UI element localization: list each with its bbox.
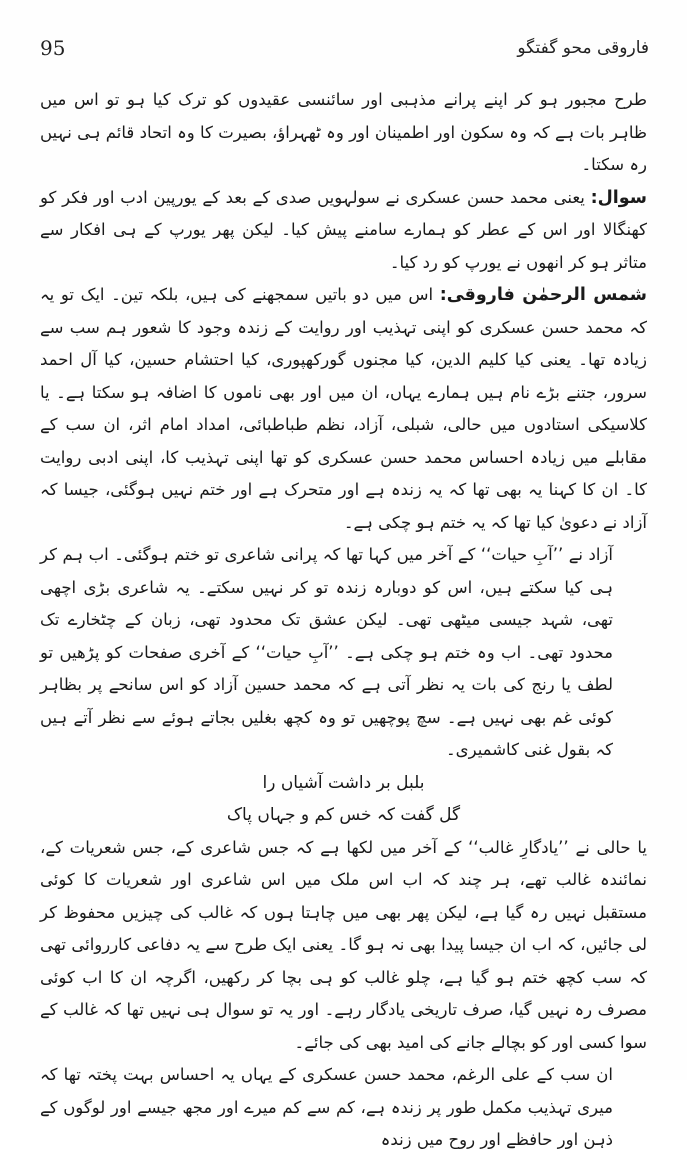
page-body <box>40 84 647 1149</box>
paragraph: طرح مجبور ہو کر اپنے پرانے مذہبی اور سائنسی عقیدوں کو ترک کیا ہو تو اس میں ظاہر بات ہے کہ وہ سکون اور اطمینان اور وہ ٹھہراؤ، بصیرت کا وہ اتحاد قائم ہی نہیں رہ سکتا۔ <box>40 90 647 174</box>
paragraph: یا حالی نے ’’یادگارِ غالب‘‘ کے آخر میں لکھا ہے کہ جس شاعری کے، جس شعریات کے، نمائندہ غالب تھے، ہر چند کہ اب اس ملک میں اس شاعری اور شعریات کا کوئی مستقبل نہیں رہ گیا ہے، لیکن پھر بھی میں چاہتا ہوں کہ غالب کی چیزیں محفوظ کر لی جائیں، کہ اب ان جیسا پیدا بھی نہ ہو گا۔ یعنی ایک طرح سے یہ دفاعی کارروائی تھی کہ سب کچھ ختم ہو گیا ہے، چلو غالب کو ہی بچا کر رکھیں، اگرچہ ان کا اب کوئی مصرف رہ نہیں گیا، صرف تاریخی یادگار رہے۔ اور یہ تو سوال ہی نہیں تھا کہ غالب کے سوا کسی اور کو بچالے جانے کی امید بھی کی جائے۔ <box>40 837 647 1052</box>
page-number: 95 <box>40 36 66 60</box>
paragraph: ان سب کے علی الرغم، محمد حسن عسکری کے یہاں یہ احساس بہت پختہ تھا کہ میری تہذیب مکمل طور پر زندہ ہے، کم سے کم میرے اور مجھ جیسے اور لوگوں کے ذہن اور حافظے اور روح میں زندہ <box>40 1065 613 1149</box>
answer-text: اس میں دو باتیں سمجھنے کی ہیں، بلکہ تین۔ ایک تو یہ کہ محمد حسن عسکری کو اپنی تہذیب اور روایت کے زندہ وجود کا شعور ہم سب سے زیادہ تھا۔ یعنی کیا کلیم الدین، کیا مجنوں گورکھپوری، کیا احتشام حسین، کیا آل احمد سرور، جتنے بڑے نام ہیں ہمارے یہاں، ان میں اور بھی ناموں کا اضافہ ہو سکتا ہے۔ یا کلاسیکی استادوں میں حالی، شبلی، آزاد، نظم طباطبائی، امداد امام اثر، ان سب کے مقابلے میں زیادہ احساس محمد حسن عسکری کو تھا اپنی تہذیب کا، اپنی ادبی روایت کا۔ ان کا کہنا یہ بھی تھا کہ یہ زندہ ہے اور متحرک ہے اور ختم نہیں ہوگئی، جیسا کہ آزاد نے دعویٰ کیا تھا کہ یہ ختم ہو چکی ہے۔ <box>40 285 647 532</box>
speaker-label: شمس الرحمٰن فاروقی: <box>439 285 647 305</box>
page-header <box>40 30 649 66</box>
answer-paragraph <box>40 279 647 539</box>
verse-line: گل گفت کہ خس کم و جہاں پاک <box>226 805 461 825</box>
paragraph: آزاد نے ’’آبِ حیات‘‘ کے آخر میں کہا تھا کہ پرانی شاعری تو ختم ہوگئی۔ اب ہم کر ہی کیا سکتے ہیں، اس کو دوبارہ زندہ تو کر نہیں سکتے۔ یہ شاعری بڑی اچھی تھی، شہد جیسی میٹھی تھی۔ لیکن عشق تک محدود تھی، زبان کے چٹخارے تک محدود تھی۔ اب وہ ختم ہو چکی ہے۔ ’’آبِ حیات‘‘ کے آخری صفحات کو پڑھیں تو لطف یا رنج کی بات یہ نظر آتی ہے کہ محمد حسین آزاد کو اس سانحے پر بظاہر کوئی غم بھی نہیں ہے۔ سچ پوچھیں تو وہ کچھ بغلیں بجاتے ہوئے سے نظر آتے ہیں کہ بقول غنی کاشمیری۔ <box>40 545 613 759</box>
question-label: سوال: <box>590 187 647 208</box>
question-text: یعنی محمد حسن عسکری نے سولہویں صدی کے بعد کے یورپین ادب اور فکر کو کھنگالا اور اس کے عطر کو ہمارے سامنے پیش کیا۔ لیکن پھر یورپ کے ہی افکار سے متاثر ہو کر انھوں نے یورپ کو رد کیا۔ <box>40 187 647 272</box>
question-paragraph <box>40 182 647 280</box>
running-head: فاروقی محو گفتگو <box>517 38 649 58</box>
verse-line: بلبل بر داشت آشیاں را <box>262 772 425 793</box>
